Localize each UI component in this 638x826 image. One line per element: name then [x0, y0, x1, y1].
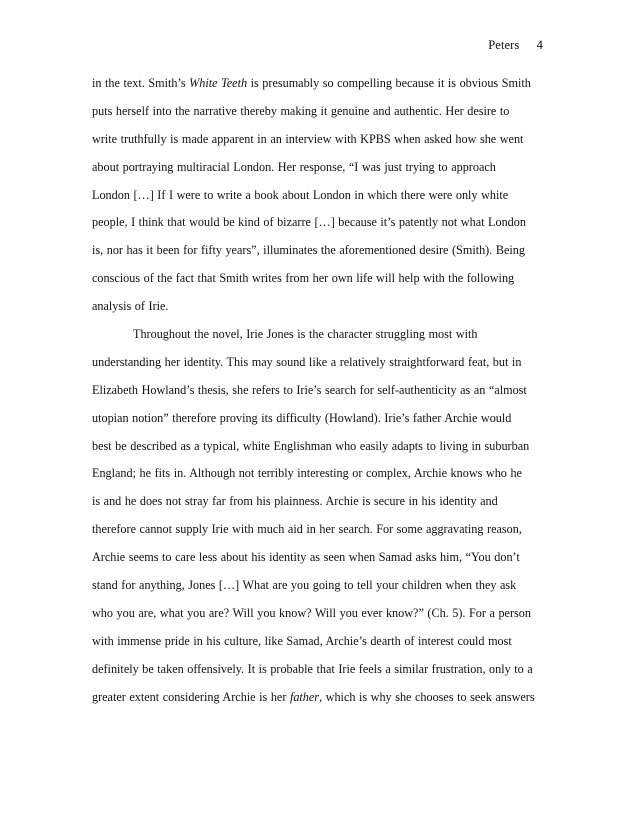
text-segment: Archie seems to care less about his identity as seen when Samad asks him, “You don’t: [92, 550, 520, 565]
text-segment: , which is why she chooses to seek answers: [319, 689, 535, 704]
text-segment: about portraying multiracial London. Her response, “I was just trying to approach: [92, 159, 496, 174]
text-segment: London […] If I were to write a book about London in which there were only white: [92, 187, 509, 202]
text-line: [92, 460, 552, 488]
text-line: [92, 70, 552, 98]
header-author: Peters: [488, 38, 520, 52]
text-segment: utopian notion” therefore proving its difficulty (Howland). Irie’s father Archie would: [92, 410, 512, 425]
text-line: [92, 488, 552, 516]
text-segment: analysis of Irie.: [92, 299, 169, 314]
text-segment: conscious of the fact that Smith writes from her own life will help with the following: [92, 271, 515, 286]
text-segment: therefore cannot supply Irie with much aid in her search. For some aggravating reason,: [92, 522, 522, 537]
text-line: [92, 349, 552, 377]
text-line: [92, 182, 552, 210]
text-line: [92, 433, 552, 461]
text-line: [92, 321, 552, 349]
italic-title: White Teeth: [189, 76, 248, 90]
text-segment: is and he does not stray far from his plainness. Archie is secure in his identity and: [92, 494, 498, 509]
text-line: [92, 600, 552, 628]
text-segment: who you are, what you are? Will you know? Will you ever know?” (Ch. 5). For a person: [92, 605, 531, 620]
text-segment: England; he fits in. Although not terribly interesting or complex, Archie knows who he: [92, 466, 522, 481]
text-line: [92, 377, 552, 405]
text-segment: definitely be taken offensively. It is probable that Irie feels a similar frustration, only to a: [92, 661, 533, 676]
text-line: [92, 209, 552, 237]
text-segment: greater extent considering Archie is her: [92, 689, 290, 704]
text-segment: Throughout the novel, Irie Jones is the character struggling most with: [133, 327, 478, 342]
text-line: [92, 572, 552, 600]
text-segment: write truthfully is made apparent in an interview with KPBS when asked how she went: [92, 131, 524, 146]
text-segment: puts herself into the narrative thereby making it genuine and authentic. Her desire to: [92, 103, 510, 118]
text-line: [92, 126, 552, 154]
page-number: 4: [536, 38, 543, 52]
text-segment: is, nor has it been for fifty years”, illuminates the aforementioned desire (Smith). Being: [92, 243, 525, 258]
text-segment: Elizabeth Howland’s thesis, she refers to Irie’s search for self-authenticity as an “almost: [92, 382, 527, 397]
running-header: [488, 38, 543, 53]
text-segment: with immense pride in his culture, like Samad, Archie’s dearth of interest could most: [92, 633, 512, 648]
text-line: [92, 154, 552, 182]
italic-title: father: [289, 689, 320, 704]
text-line: [92, 684, 552, 712]
text-line: [92, 237, 552, 265]
text-line: [92, 98, 552, 126]
text-line: [92, 544, 552, 572]
text-line: [92, 265, 552, 293]
text-segment: best be described as a typical, white Englishman who easily adapts to living in suburban: [92, 438, 530, 453]
text-segment: understanding her identity. This may sound like a relatively straightforward feat, but in: [92, 354, 522, 369]
text-line: [92, 405, 552, 433]
text-segment: people, I think that would be kind of bizarre […] because it’s patently not what London: [92, 215, 526, 230]
text-segment: stand for anything, Jones […] What are you going to tell your children when they ask: [92, 578, 517, 593]
body-text: [92, 70, 552, 711]
text-line: [92, 293, 552, 321]
text-line: [92, 516, 552, 544]
text-line: [92, 656, 552, 684]
text-segment: in the text. Smith’s: [92, 76, 190, 90]
text-segment: is presumably so compelling because it is obvious Smith: [247, 76, 531, 90]
text-line: [92, 628, 552, 656]
